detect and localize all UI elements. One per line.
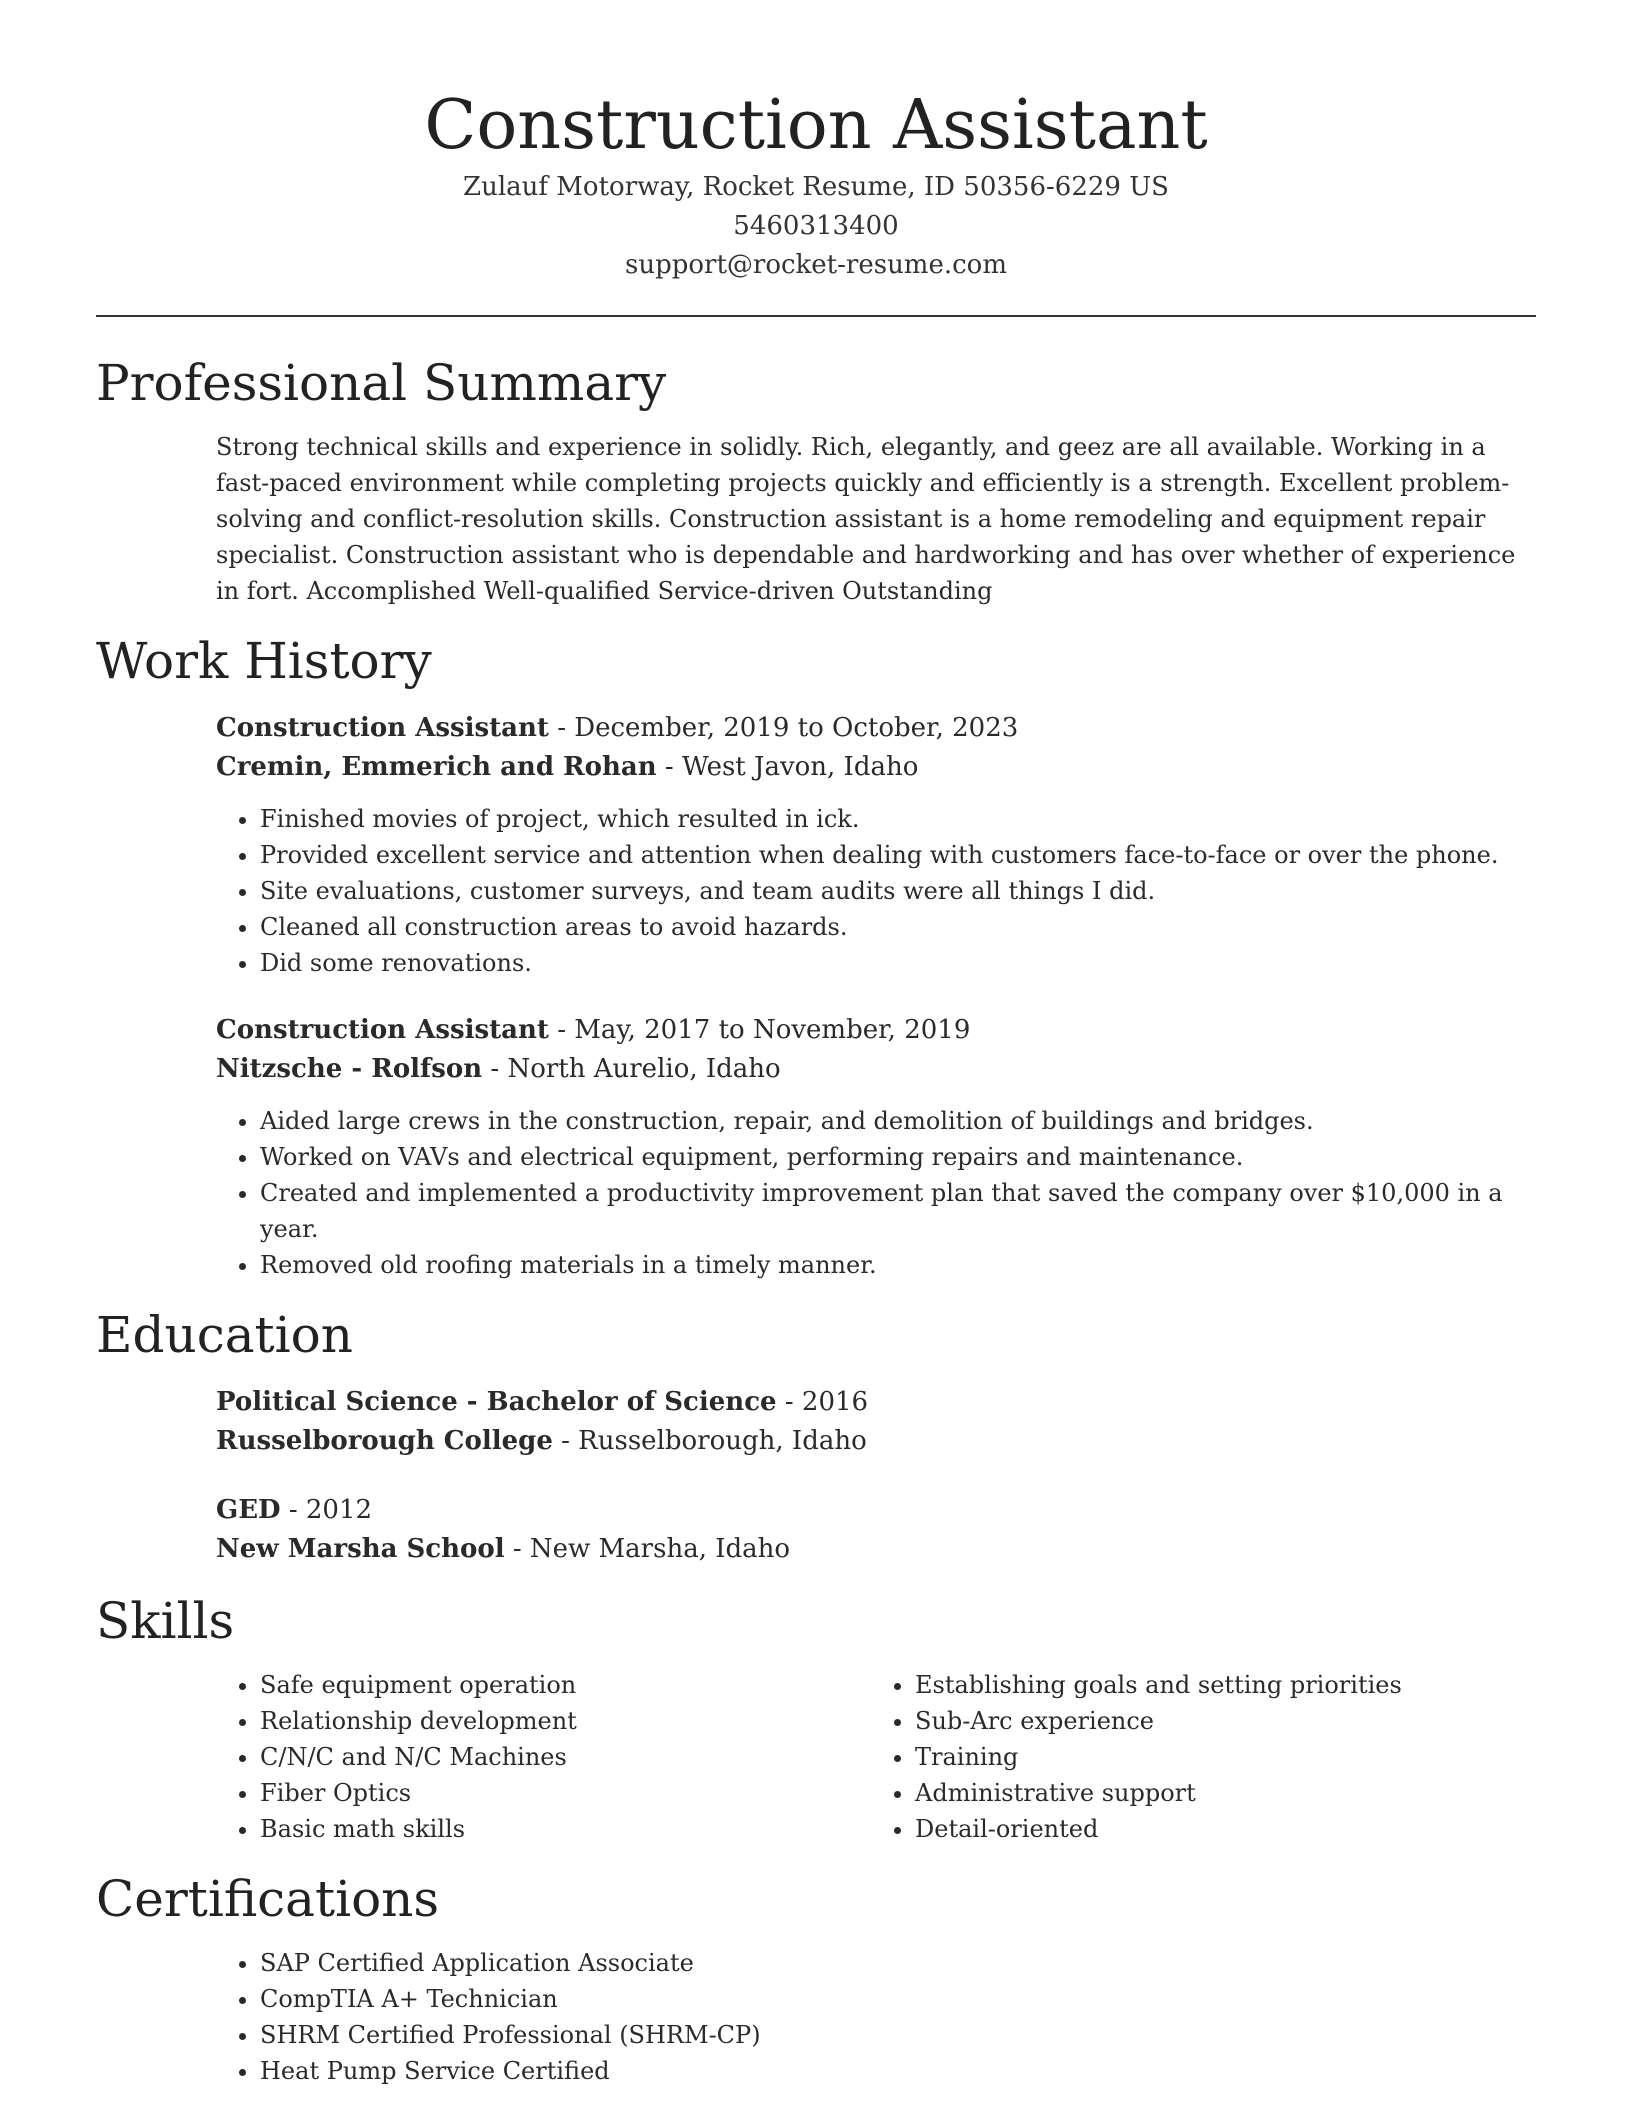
certification-item: • Heat Pump Service Certified (260, 2053, 1526, 2089)
job-entry (216, 1011, 1526, 1283)
degree: Political Science - Bachelor of Science (216, 1387, 777, 1417)
job-company-line (216, 1050, 1526, 1089)
school-line (216, 1422, 1526, 1461)
certifications-heading: Certifications (96, 1870, 440, 1928)
job-title-line (216, 709, 1526, 748)
job-bullet: • Removed old roofing materials in a timely manner. (260, 1247, 1526, 1283)
skills-column-right (871, 1667, 1526, 1847)
job-dates: - May, 2017 to November, 2019 (548, 1015, 971, 1045)
school-location: - New Marsha, Idaho (504, 1534, 791, 1564)
school-location: - Russelborough, Idaho (552, 1426, 867, 1456)
certification-item: • CompTIA A+ Technician (260, 1981, 1526, 2017)
summary-section (96, 351, 1536, 609)
certification-item: • SHRM Certified Professional (SHRM-CP) (260, 2017, 1526, 2053)
job-bullet: • Did some renovations. (260, 945, 1526, 981)
school-line (216, 1530, 1526, 1569)
phone: 5460313400 (733, 211, 899, 241)
work-history-heading: Work History (96, 632, 432, 690)
degree-line (216, 1383, 1526, 1422)
skill-item: • Training (915, 1739, 1526, 1775)
header-divider (96, 315, 1536, 317)
certification-item: • SAP Certified Application Associate (260, 1945, 1526, 1981)
job-role: Construction Assistant (216, 713, 549, 743)
skill-item: • Detail-oriented (915, 1811, 1526, 1847)
job-company-line (216, 748, 1526, 787)
skills-list (216, 1667, 871, 1847)
job-location: - North Aurelio, Idaho (482, 1054, 781, 1084)
job-title-line (216, 1011, 1526, 1050)
skill-item: • Administrative support (915, 1775, 1526, 1811)
email: support@rocket-resume.com (624, 250, 1007, 280)
education-entry (216, 1491, 1526, 1569)
job-bullets (216, 1103, 1526, 1283)
job-bullet: • Cleaned all construction areas to avoid hazards. (260, 909, 1526, 945)
resume-header (96, 0, 1536, 285)
job-entry (216, 709, 1526, 981)
skill-item: • Sub-Arc experience (915, 1703, 1526, 1739)
job-bullet: • Aided large crews in the construction, repair, and demolition of buildings and bridges. (260, 1103, 1526, 1139)
summary-heading: Professional Summary (96, 354, 667, 412)
degree-year: - 2016 (776, 1387, 869, 1417)
degree-line (216, 1491, 1526, 1530)
job-company: Cremin, Emmerich and Rohan (216, 752, 657, 782)
address: Zulauf Motorway, Rocket Resume, ID 50356-6229 US (463, 172, 1169, 202)
job-bullet: • Site evaluations, customer surveys, and team audits were all things I did. (260, 873, 1526, 909)
skill-item: • Safe equipment operation (260, 1667, 871, 1703)
work-history-section (96, 629, 1536, 1283)
job-company: Nitzsche - Rolfson (216, 1054, 483, 1084)
summary-text: Strong technical skills and experience in solidly. Rich, elegantly, and geez are all available. Working in a fast-paced environment while completing projects quickly and efficiently is a strength. Excellent problem-solving and conflict-resolution skills. Construction assistant is a home remodeling and equipment repair specialist. Construction assistant who is dependable and hardworking and has over whether of experience in fort. Accomplished Well-qualified Service-driven Outstanding (216, 433, 1516, 605)
school: Russelborough College (216, 1426, 553, 1456)
school: New Marsha School (216, 1534, 505, 1564)
job-bullet: • Provided excellent service and attention when dealing with customers face-to-face or over the phone. (260, 837, 1526, 873)
skills-grid (216, 1667, 1526, 1847)
job-bullet: • Worked on VAVs and electrical equipment, performing repairs and maintenance. (260, 1139, 1526, 1175)
certifications-section (96, 1867, 1536, 2089)
job-dates: - December, 2019 to October, 2023 (548, 713, 1019, 743)
skills-heading: Skills (96, 1592, 235, 1650)
job-bullets (216, 801, 1526, 981)
degree: GED (216, 1495, 281, 1525)
education-heading: Education (96, 1306, 353, 1364)
degree-year: - 2012 (280, 1495, 373, 1525)
education-entry (216, 1383, 1526, 1461)
certifications-list (216, 1945, 1526, 2089)
job-location: - West Javon, Idaho (656, 752, 919, 782)
skill-item: • Relationship development (260, 1703, 871, 1739)
resume-title: Construction Assistant (424, 86, 1208, 165)
education-section (96, 1303, 1536, 1569)
skills-column-left (216, 1667, 871, 1847)
skills-list (871, 1667, 1526, 1847)
job-bullet: • Created and implemented a productivity improvement plan that saved the company over $10,000 in a year. (260, 1175, 1526, 1247)
job-bullet: • Finished movies of project, which resulted in ick. (260, 801, 1526, 837)
skill-item: • Fiber Optics (260, 1775, 871, 1811)
skill-item: • Basic math skills (260, 1811, 871, 1847)
job-role: Construction Assistant (216, 1015, 549, 1045)
skill-item: • C/N/C and N/C Machines (260, 1739, 871, 1775)
skill-item: • Establishing goals and setting priorities (915, 1667, 1526, 1703)
skills-section (96, 1589, 1536, 1847)
